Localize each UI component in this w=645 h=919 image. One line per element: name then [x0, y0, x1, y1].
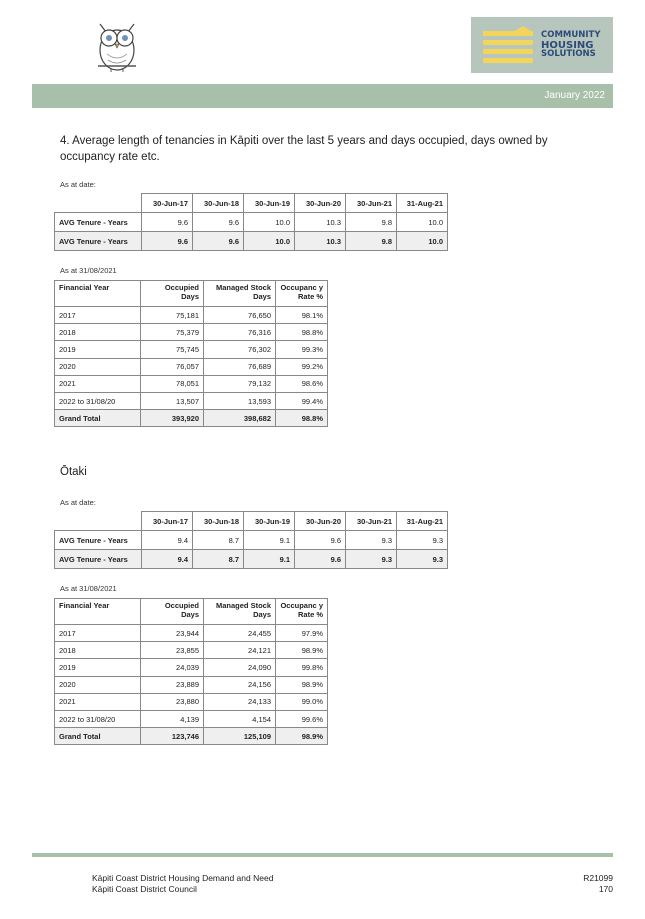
table-cell: 2020 — [55, 358, 141, 375]
table-cell: 125,109 — [204, 728, 276, 745]
footer-organisation: Kāpiti Coast District Council — [92, 884, 197, 894]
table-header-cell: 30-Jun-21 — [346, 194, 397, 213]
table-row — [55, 358, 328, 375]
table-header-cell: Occupanc y Rate % — [276, 281, 328, 307]
logo-wordmark — [541, 31, 601, 60]
table-header-cell: 30-Jun-20 — [295, 512, 346, 531]
row-label: AVG Tenure - Years — [55, 531, 142, 550]
table-cell: 78,051 — [141, 375, 204, 392]
table-header-cell: 30-Jun-18 — [193, 512, 244, 531]
table-row — [55, 550, 448, 569]
table-cell: 99.2% — [276, 358, 328, 375]
table-cell: 393,920 — [141, 410, 204, 427]
row-label: AVG Tenure - Years — [55, 232, 142, 251]
kapiti-as-at-label: As at date: — [60, 180, 96, 189]
owl-logo-icon — [92, 16, 142, 74]
table-cell: 10.0 — [397, 232, 448, 251]
table-header-row — [55, 599, 328, 625]
logo-line-2: HOUSING — [541, 39, 594, 51]
table-cell: 13,593 — [204, 392, 276, 409]
table-cell: 2020 — [55, 676, 141, 693]
table-cell: 76,057 — [141, 358, 204, 375]
table-row — [55, 307, 328, 324]
table-row — [55, 531, 448, 550]
table-header-cell: Financial Year — [55, 281, 141, 307]
table-cell: 2017 — [55, 307, 141, 324]
table-row — [55, 324, 328, 341]
footer-rule — [32, 853, 613, 857]
table-cell: 13,507 — [141, 392, 204, 409]
table-header-cell: Managed Stock Days — [204, 281, 276, 307]
table-header-cell: 30-Jun-20 — [295, 194, 346, 213]
table-cell: 9.8 — [346, 232, 397, 251]
table-header-cell: 30-Jun-21 — [346, 512, 397, 531]
table-cell: 123,746 — [141, 728, 204, 745]
table-cell: 24,121 — [204, 642, 276, 659]
otaki-section-title: Ōtaki — [60, 466, 87, 478]
table-cell: 98.1% — [276, 307, 328, 324]
table-cell: 98.8% — [276, 410, 328, 427]
table-cell: 24,156 — [204, 676, 276, 693]
table-row — [55, 341, 328, 358]
table-row — [55, 375, 328, 392]
table-cell: 9.1 — [244, 531, 295, 550]
logo-stripes-icon — [475, 17, 537, 73]
table-cell: 99.4% — [276, 392, 328, 409]
table-total-row — [55, 728, 328, 745]
table-cell: 97.9% — [276, 625, 328, 642]
table-cell: 9.4 — [142, 531, 193, 550]
table-cell: 23,855 — [141, 642, 204, 659]
table-cell: 4,139 — [141, 710, 204, 727]
table-cell: 23,944 — [141, 625, 204, 642]
header-date: January 2022 — [544, 90, 605, 101]
table-cell: 9.6 — [193, 213, 244, 232]
table-cell: 9.1 — [244, 550, 295, 569]
logo-line-3: SOLUTIONS — [541, 49, 596, 59]
table-header-blank — [55, 194, 142, 213]
table-cell: 24,455 — [204, 625, 276, 642]
table-header-cell: 31-Aug-21 — [397, 194, 448, 213]
kapiti-occupancy-table — [54, 280, 328, 427]
table-cell: 2022 to 31/08/20 — [55, 392, 141, 409]
footer-page-number: 170 — [598, 884, 613, 894]
table-cell: 8.7 — [193, 550, 244, 569]
table-cell: 75,745 — [141, 341, 204, 358]
kapiti-tenure-table — [54, 193, 448, 251]
table-row — [55, 659, 328, 676]
table-header-cell: 30-Jun-19 — [244, 194, 295, 213]
table-cell: 75,379 — [141, 324, 204, 341]
table-header-blank — [55, 512, 142, 531]
footer-left — [92, 873, 273, 895]
table-cell: 2018 — [55, 642, 141, 659]
table-cell: 10.3 — [295, 232, 346, 251]
table-cell: 9.3 — [397, 531, 448, 550]
table-cell: 9.3 — [346, 550, 397, 569]
table-cell: 76,689 — [204, 358, 276, 375]
table-row — [55, 642, 328, 659]
table-cell: 9.8 — [346, 213, 397, 232]
row-label: AVG Tenure - Years — [55, 213, 142, 232]
table-cell: 98.9% — [276, 728, 328, 745]
table-header-row — [55, 512, 448, 531]
table-header-cell: Managed Stock Days — [204, 599, 276, 625]
table-cell: 9.6 — [142, 232, 193, 251]
table-header-cell: Financial Year — [55, 599, 141, 625]
table-cell: 8.7 — [193, 531, 244, 550]
community-housing-solutions-logo — [471, 17, 613, 73]
table-cell: 2019 — [55, 659, 141, 676]
table-cell: 75,181 — [141, 307, 204, 324]
table-header-cell: 31-Aug-21 — [397, 512, 448, 531]
table-cell: 9.6 — [193, 232, 244, 251]
table-cell: 99.0% — [276, 693, 328, 710]
table-cell: 99.3% — [276, 341, 328, 358]
table-cell: 99.6% — [276, 710, 328, 727]
table-header-cell: 30-Jun-17 — [142, 512, 193, 531]
table-header-cell: Occupied Days — [141, 281, 204, 307]
table-cell: Grand Total — [55, 410, 141, 427]
table-cell: 2018 — [55, 324, 141, 341]
kapiti-occupancy-as-at: As at 31/08/2021 — [60, 266, 117, 275]
otaki-occupancy-table — [54, 598, 328, 745]
table-cell: 24,133 — [204, 693, 276, 710]
table-cell: 98.6% — [276, 375, 328, 392]
table-cell: 98.9% — [276, 642, 328, 659]
table-cell: 99.8% — [276, 659, 328, 676]
footer-document-title: Kāpiti Coast District Housing Demand and Need — [92, 873, 274, 883]
table-cell: 76,302 — [204, 341, 276, 358]
logo-line-1: COMMUNITY — [541, 30, 601, 40]
table-row — [55, 392, 328, 409]
table-cell: 398,682 — [204, 410, 276, 427]
table-cell: 2021 — [55, 375, 141, 392]
table-cell: 24,090 — [204, 659, 276, 676]
table-cell: 76,316 — [204, 324, 276, 341]
otaki-tenure-table — [54, 511, 448, 569]
table-cell: 23,889 — [141, 676, 204, 693]
table-row — [55, 693, 328, 710]
table-cell: 79,132 — [204, 375, 276, 392]
table-header-cell: Occupied Days — [141, 599, 204, 625]
table-total-row — [55, 410, 328, 427]
otaki-occupancy-as-at: As at 31/08/2021 — [60, 584, 117, 593]
row-label: AVG Tenure - Years — [55, 550, 142, 569]
table-cell: 2019 — [55, 341, 141, 358]
table-header-cell: Occupanc y Rate % — [276, 599, 328, 625]
footer-right — [583, 873, 613, 895]
table-cell: 2017 — [55, 625, 141, 642]
table-row — [55, 676, 328, 693]
table-row — [55, 213, 448, 232]
footer-ref: R21099 — [583, 873, 613, 883]
table-cell: 10.0 — [244, 213, 295, 232]
table-cell: 9.6 — [295, 550, 346, 569]
table-cell: 9.6 — [142, 213, 193, 232]
table-header-cell: 30-Jun-19 — [244, 512, 295, 531]
table-cell: 9.3 — [397, 550, 448, 569]
table-row — [55, 625, 328, 642]
table-cell: 9.6 — [295, 531, 346, 550]
table-cell: 98.9% — [276, 676, 328, 693]
table-cell: 24,039 — [141, 659, 204, 676]
table-cell: 9.4 — [142, 550, 193, 569]
table-cell: 2021 — [55, 693, 141, 710]
table-cell: 98.8% — [276, 324, 328, 341]
table-cell: 10.3 — [295, 213, 346, 232]
table-cell: 76,650 — [204, 307, 276, 324]
table-cell: 4,154 — [204, 710, 276, 727]
section-heading: 4. Average length of tenancies in Kāpiti over the last 5 years and days occupied, days owned by occupancy rate etc. — [60, 135, 548, 163]
table-cell: 10.0 — [244, 232, 295, 251]
table-header-row — [55, 281, 328, 307]
table-cell: 2022 to 31/08/20 — [55, 710, 141, 727]
table-header-row — [55, 194, 448, 213]
table-cell: 23,880 — [141, 693, 204, 710]
table-header-cell: 30-Jun-17 — [142, 194, 193, 213]
table-cell: 9.3 — [346, 531, 397, 550]
table-header-cell: 30-Jun-18 — [193, 194, 244, 213]
table-cell: Grand Total — [55, 728, 141, 745]
otaki-as-at-label: As at date: — [60, 498, 96, 507]
table-cell: 10.0 — [397, 213, 448, 232]
table-row — [55, 710, 328, 727]
table-row — [55, 232, 448, 251]
header-band — [32, 84, 613, 108]
